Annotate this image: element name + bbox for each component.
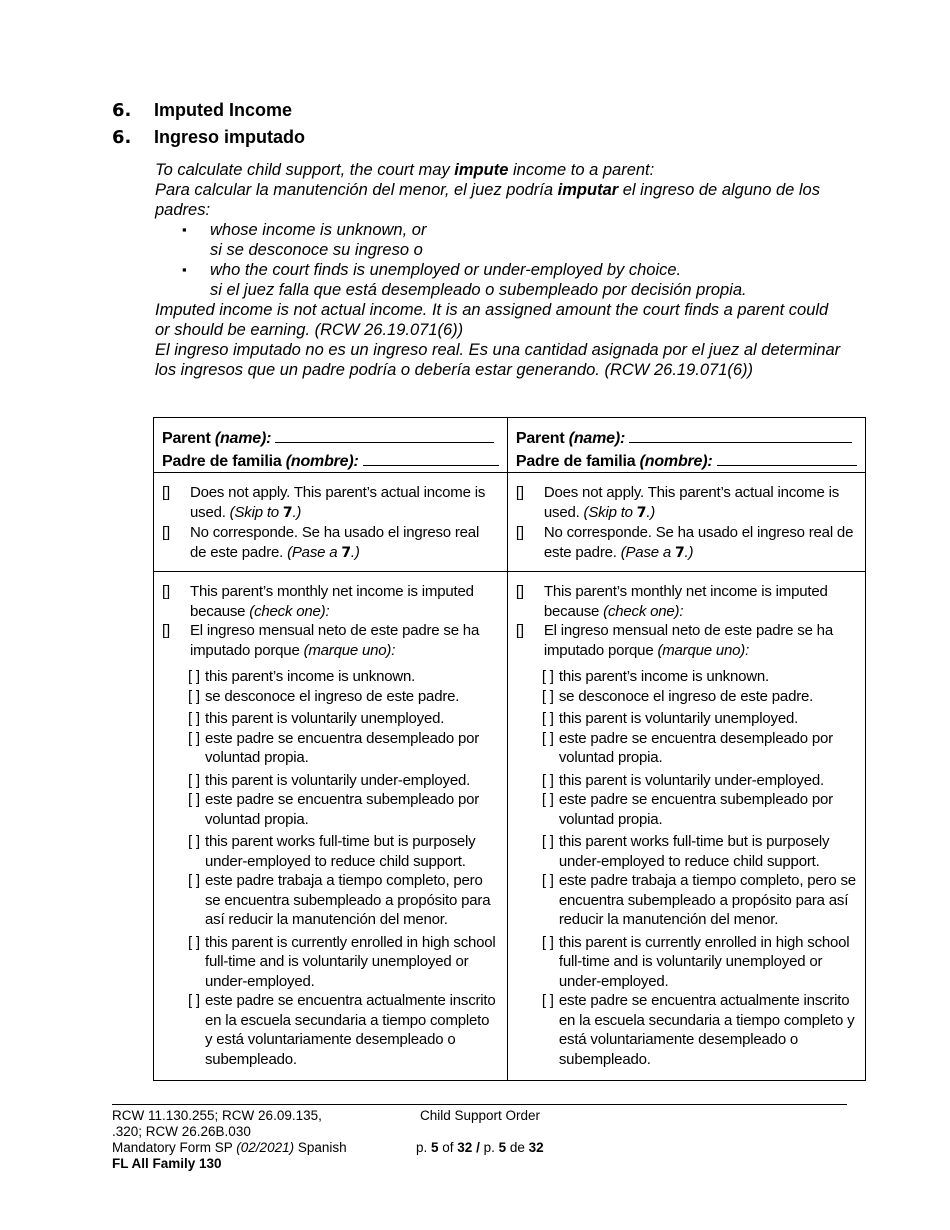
parent-name-cell-right: Parent (name): Padre de familia (nombre): <box>507 418 865 473</box>
section-number: 6. <box>112 100 132 121</box>
intro-line-es: Para calcular la manutención del menor, el juez podría imputar el ingreso de alguno de los padres: <box>155 181 820 219</box>
list-item: [ ] this parent is voluntarily under-employed. <box>188 771 471 789</box>
list-item: [ ] este padre se encuentra desempleado por voluntad propia. <box>188 729 480 766</box>
footer-form-line: Mandatory Form SP (02/2021) Spanish <box>112 1140 347 1155</box>
footer-page-number: p. 5 of 32 / p. 5 de 32 <box>416 1140 544 1155</box>
checkbox[interactable]: [ ] <box>188 710 200 727</box>
checkbox[interactable]: [ ] <box>188 872 200 889</box>
parent-name-field[interactable] <box>275 426 494 443</box>
footer-rcw-line-2: .320; RCW 26.26B.030 <box>112 1124 251 1139</box>
list-item: [ ] this parent’s income is unknown. <box>188 668 416 685</box>
checkbox[interactable]: [] <box>515 583 524 600</box>
checkbox[interactable]: [ ] <box>541 791 554 808</box>
checkbox[interactable]: [ ] <box>188 833 200 850</box>
reason-list <box>542 667 857 1069</box>
list-item: [ ] este padre trabaja a tiempo completo, pero se encuentra subempleado a propósito para así reducir la manutención del menor. <box>188 872 491 928</box>
checkbox[interactable]: [ ] <box>188 687 200 705</box>
list-item: [ ] este padre trabaja a tiempo completo, pero se encuentra subempleado a propósito para así reducir la manutención del menor. <box>541 872 856 928</box>
list-item: [ ] este padre se encuentra subempleado por voluntad propia. <box>541 791 833 828</box>
section-heading-en <box>112 100 292 121</box>
reason-list <box>188 667 499 1069</box>
checkbox[interactable]: [ ] <box>541 771 554 789</box>
list-item: [ ] este padre se encuentra subempleado por voluntad propia. <box>188 791 480 828</box>
parent-name-field[interactable] <box>629 426 852 443</box>
section-heading-es <box>112 127 305 148</box>
imputed-income-table <box>153 417 866 1081</box>
imputed-cell-right: [] This parent’s monthly net income is imputed because (check one): [] El ingreso mensual neto de este padre se ha imputado porque (marque uno): [ ] this parent’s income is unknown. [ ] se desconoce el ingreso de este padre. [ ] this parent is voluntarily unemployed. [ ] este padre se encuentra desempleado por voluntad propia. [ ] this parent is voluntarily under-employed. [ ] este padre se encuentra subempleado por voluntad propia. [ ] this parent works full-time but is purposely under-employed to reduce child support. [ ] este padre trabaja a tiempo completo, pero se encuentra subempleado a propósito para así reducir la manutención del menor. [ ] this parent is currently enrolled in high school full-time and is voluntarily unemployed or under-employed. [ ] este padre se encuentra actualmente inscrito en la escuela secundaria a tiempo completo y está voluntariamente desempleado o subempleado. <box>507 572 865 1081</box>
list-item: [ ] este padre se encuentra actualmente inscrito en la escuela secundaria a tiempo completo y está voluntariamente desempleado o subempleado. <box>541 992 855 1068</box>
list-item: [ ] this parent works full-time but is purposely under-employed to reduce child support. <box>541 833 830 870</box>
checkbox[interactable]: [] <box>515 524 524 541</box>
list-item: [ ] este padre se encuentra desempleado por voluntad propia. <box>541 729 833 766</box>
checkbox[interactable]: [ ] <box>541 729 554 747</box>
list-item: [ ] this parent works full-time but is purposely under-employed to reduce child support. <box>188 833 476 870</box>
checkbox[interactable]: [ ] <box>188 668 200 685</box>
does-not-apply-cell-right: [] Does not apply. This parent’s actual income is used. (Skip to 7.) [] No corresponde. Se ha usado el ingreso real de este padre. (Pase a 7.) <box>507 473 865 572</box>
footer-doc-title: Child Support Order <box>420 1108 541 1123</box>
checkbox[interactable]: [] <box>515 484 524 501</box>
checkbox[interactable]: [ ] <box>541 933 554 951</box>
does-not-apply-cell-left: [] Does not apply. This parent’s actual income is used. (Skip to 7.) [] No corresponde. Se ha usado el ingreso real de este padre. (Pase a 7.) <box>154 473 508 572</box>
list-item: [ ] este padre se encuentra actualmente inscrito en la escuela secundaria a tiempo completo y está voluntariamente desempleado o subempleado. <box>188 992 496 1068</box>
list-item: [ ] se desconoce el ingreso de este padre. <box>541 687 814 705</box>
list-item: [ ] se desconoce el ingreso de este padre. <box>188 687 460 705</box>
padre-name-field[interactable] <box>363 449 499 466</box>
section-title-en: Imputed Income <box>154 100 293 120</box>
checkbox[interactable]: [ ] <box>541 668 554 685</box>
list-item: [ ] this parent is voluntarily unemployed. <box>188 710 445 727</box>
list-item: [ ] this parent is voluntarily under-employed. <box>541 771 824 789</box>
checkbox[interactable]: [ ] <box>188 729 200 747</box>
checkbox[interactable]: [ ] <box>541 992 554 1009</box>
checkbox[interactable]: [ ] <box>188 771 200 789</box>
checkbox[interactable]: [ ] <box>188 992 200 1009</box>
section-title-es: Ingreso imputado <box>154 127 306 147</box>
checkbox[interactable]: [ ] <box>541 833 554 850</box>
checkbox[interactable]: [ ] <box>541 710 554 727</box>
list-item: ▪ who the court finds is unemployed or under-employed by choice. si el juez falla que está desempleado o subempleado por decisión propia. <box>155 260 845 300</box>
list-item: ▪ whose income is unknown, or si se desconoce su ingreso o <box>155 220 845 260</box>
intro-line-en: To calculate child support, the court may impute income to a parent: <box>155 161 655 179</box>
footer-rcw-line-1: RCW 11.130.255; RCW 26.09.135, <box>112 1108 322 1123</box>
list-item: [ ] this parent’s income is unknown. <box>541 668 769 685</box>
footer-left <box>112 1108 412 1172</box>
checkbox[interactable]: [ ] <box>188 791 200 808</box>
intro-bullets <box>155 220 845 300</box>
intro-para-en: Imputed income is not actual income. It is an assigned amount the court finds a parent could or should be earning. (RCW 26.19.071(6)) <box>155 301 829 339</box>
list-item: [ ] this parent is currently enrolled in high school full-time and is voluntarily unemployed or under-employed. <box>541 933 850 990</box>
checkbox[interactable]: [] <box>162 622 170 639</box>
list-item: [ ] this parent is voluntarily unemployed. <box>541 710 799 727</box>
list-item: [ ] this parent is currently enrolled in high school full-time and is voluntarily unemployed or under-employed. <box>188 933 496 990</box>
section-number: 6. <box>112 127 132 148</box>
checkbox[interactable]: [] <box>515 622 524 639</box>
checkbox[interactable]: [ ] <box>541 687 554 705</box>
checkbox[interactable]: [] <box>162 583 170 600</box>
footer-divider <box>112 1104 847 1105</box>
checkbox[interactable]: [ ] <box>541 872 554 889</box>
checkbox[interactable]: [] <box>162 484 170 501</box>
imputed-cell-left: [] This parent’s monthly net income is imputed because (check one): [] El ingreso mensual neto de este padre se ha imputado porque (marque uno): [ ] this parent’s income is unknown. [ ] se desconoce el ingreso de este padre. [ ] this parent is voluntarily unemployed. [ ] este padre se encuentra desempleado por voluntad propia. [ ] this parent is voluntarily under-employed. [ ] este padre se encuentra subempleado por voluntad propia. [ ] this parent works full-time but is purposely under-employed to reduce child support. [ ] este padre trabaja a tiempo completo, pero se encuentra subempleado a propósito para así reducir la manutención del menor. [ ] this parent is currently enrolled in high school full-time and is voluntarily unemployed or under-employed. [ ] este padre se encuentra actualmente inscrito en la escuela secundaria a tiempo completo y está voluntariamente desempleado o subempleado. <box>154 572 508 1081</box>
checkbox[interactable]: [] <box>162 524 170 541</box>
intro-text <box>155 160 845 380</box>
intro-para-es: El ingreso imputado no es un ingreso real. Es una cantidad asignada por el juez al determinar los ingresos que un padre podría o debería estar generando. (RCW 26.19.071(6)) <box>155 341 841 379</box>
parent-name-cell-left: Parent (name): Padre de familia (nombre): <box>154 418 508 473</box>
footer-form-id: FL All Family 130 <box>112 1156 222 1171</box>
checkbox[interactable]: [ ] <box>188 933 200 951</box>
padre-name-field[interactable] <box>717 449 857 466</box>
